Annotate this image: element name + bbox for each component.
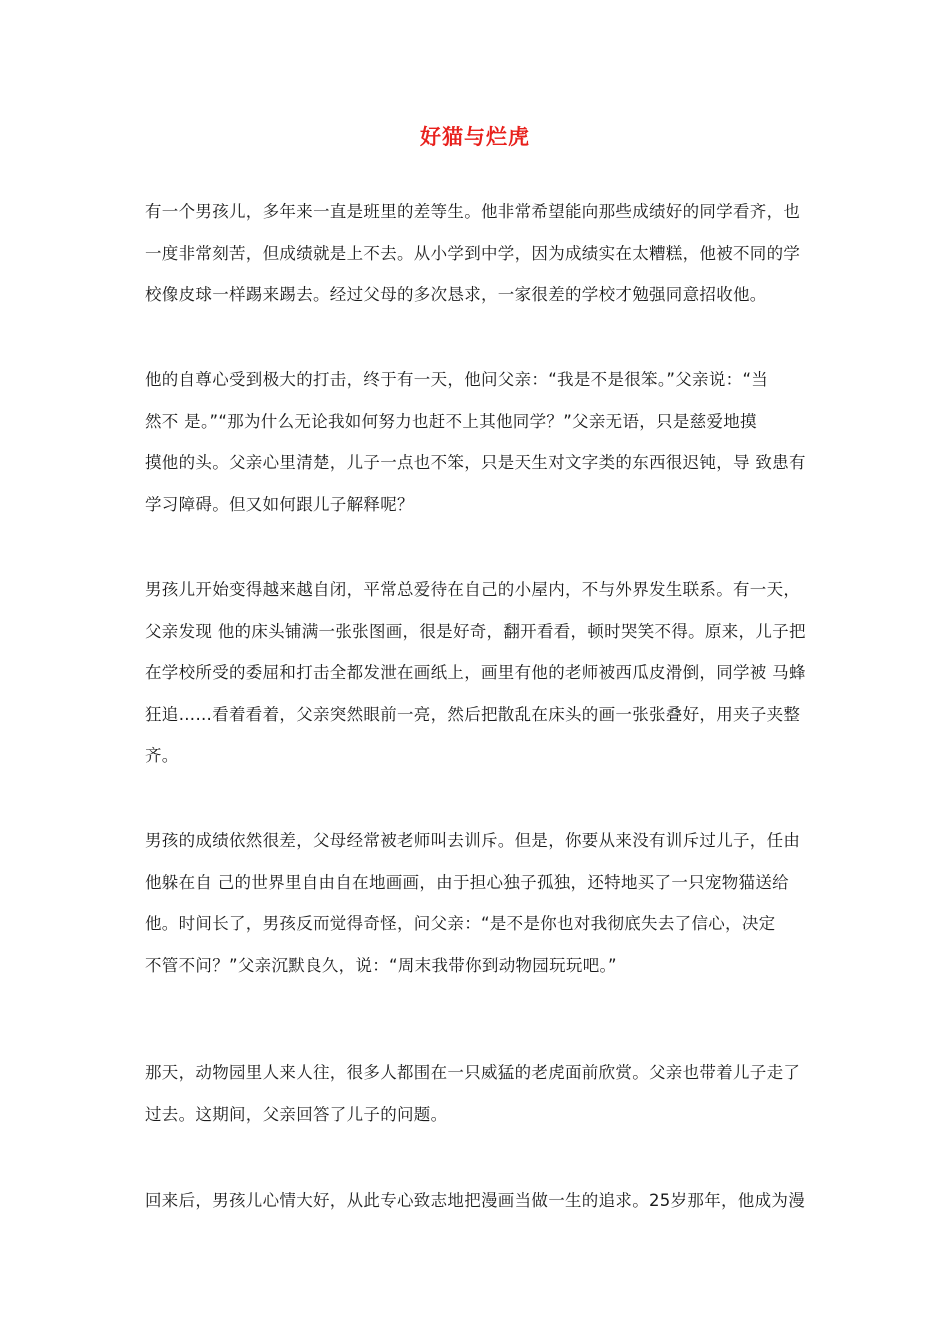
- text-line: 然不 是。”“那为什么无论我如何努力也赶不上其他同学？”父亲无语，只是慈爱地摸: [145, 411, 757, 431]
- text-line: 男孩儿开始变得越来越自闭，平常总爱待在自己的小屋内，不与外界发生联系。有一天，: [145, 580, 801, 599]
- text-line: 摸他的头。父亲心里清楚，儿子一点也不笨，只是天生对文字类的东西很迟钝，导 致患有: [145, 453, 806, 472]
- text-line: 男孩的成绩依然很差，父母经常被老师叫去训斥。但是，你要从来没有训斥过儿子，任由: [145, 831, 801, 850]
- text-line: 他的自尊心受到极大的打击，终于有一天，他问父亲：“我是不是很笨。”父亲说：“当: [145, 370, 769, 389]
- paragraph-3: [145, 569, 815, 777]
- text-line: 不管不问？”父亲沉默良久，说：“周末我带你到动物园玩玩吧。”: [145, 955, 617, 975]
- text-line: 有一个男孩儿，多年来一直是班里的差等生。他非常希望能向那些成绩好的同学看齐，也: [145, 202, 801, 221]
- text-line: 他躲在自 己的世界里自由自在地画画，由于担心独子孤独，还特地买了一只宠物猫送给: [145, 872, 789, 892]
- paragraph-2: [145, 359, 815, 525]
- text-line: 过去。这期间，父亲回答了儿子的问题。: [145, 1104, 448, 1124]
- text-line: 校像皮球一样踢来踢去。经过父母的多次恳求，一家很差的学校才勉强同意招收他。: [145, 285, 767, 304]
- paragraph-1: [145, 191, 815, 316]
- text-line: 在学校所受的委屈和打击全都发泄在画纸上，画里有他的老师被西瓜皮滑倒，同学被 马蜂: [145, 663, 806, 682]
- text-line: 父亲发现 他的床头铺满一张张图画，很是好奇，翻开看看，顿时哭笑不得。原来，儿子把: [145, 621, 806, 641]
- text-line: 狂追……看着看着，父亲突然眼前一亮，然后把散乱在床头的画一张张叠好，用夹子夹整: [145, 704, 801, 724]
- text-line: 他。时间长了，男孩反而觉得奇怪，问父亲：“是不是你也对我彻底失去了信心，决定: [145, 914, 776, 933]
- paragraph-4: [145, 820, 815, 986]
- text-line: 回来后，男孩儿心情大好，从此专心致志地把漫画当做一生的追求。25岁那年，他成为漫: [145, 1191, 805, 1210]
- text-line: 学习障碍。但又如何跟儿子解释呢？: [145, 494, 414, 514]
- document-title: 好猫与烂虎: [420, 125, 530, 149]
- text-line: 齐。: [145, 746, 179, 765]
- text-line: 一度非常刻苦，但成绩就是上不去。从小学到中学，因为成绩实在太糟糕，他被不同的学: [145, 243, 801, 263]
- text-line: 那天，动物园里人来人往，很多人都围在一只威猛的老虎面前欣赏。父亲也带着儿子走了: [145, 1063, 801, 1082]
- paragraph-5: [145, 1052, 815, 1135]
- paragraph-6: [145, 1180, 815, 1222]
